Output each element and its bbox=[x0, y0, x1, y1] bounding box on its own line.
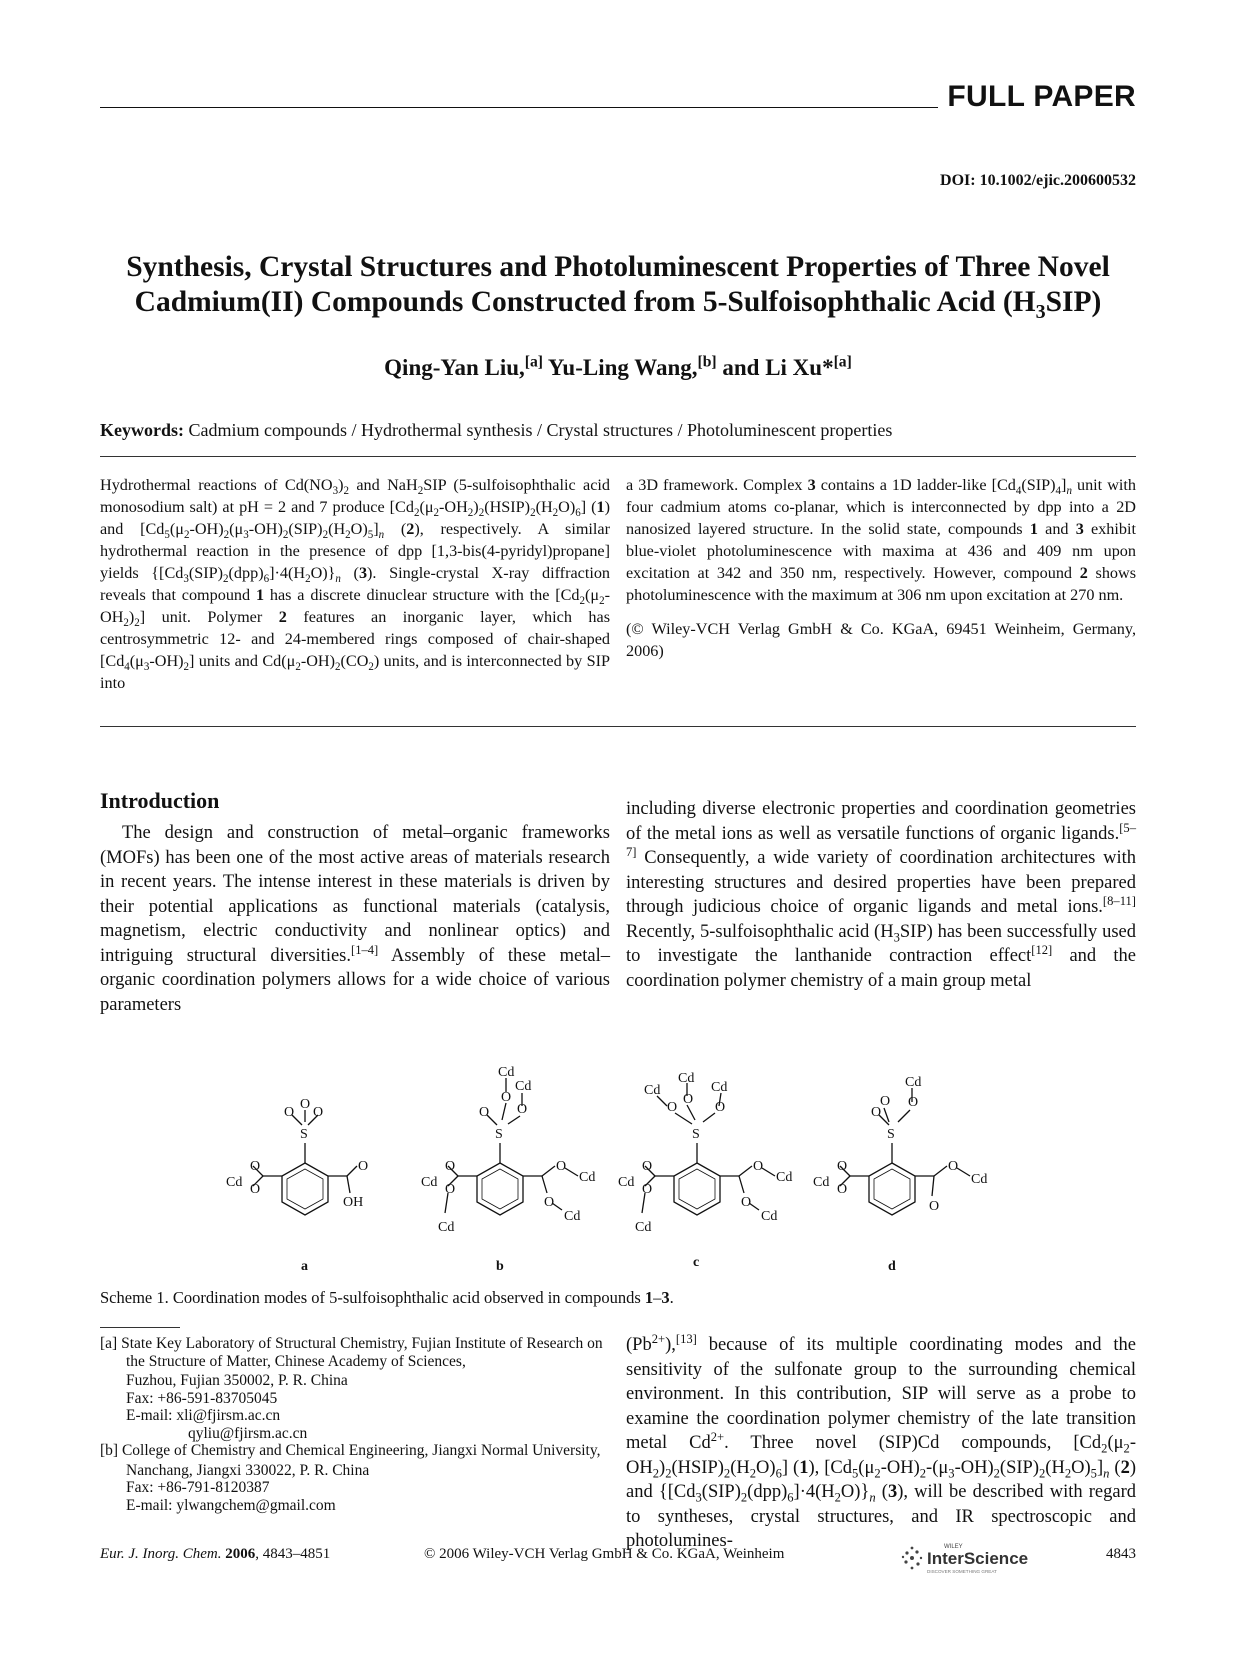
scheme-label: c bbox=[693, 1255, 700, 1270]
atom-cd: Cd bbox=[905, 1075, 922, 1090]
intro-col2-continued: $(Pb^{2+}),[13]$ because of its multiple coordinating modes and the sensitivity of the sulfonate group to the surrounding chemical environment. In this contribution, SIP will serve as a probe to examine the coordination polymer chemistry of the late transition metal $Cd^{2+}$. Three novel (SIP)Cd compounds, $[Cd_2(\mu_2-OH_2)_2(HSIP)_2(H_2O)_6]$ (1), $[Cd_5(\mu_2-OH)_2-(\mu_3-OH)_2(SIP)_2(H_2O)_5]_n$ (2) and $\{[Cd_3(SIP)_2(dpp)_6]\cdot 4(H_2O)\}_n$ (3), will be described with regard to syntheses, crystal structures, and IR spectroscopic and photolumines- bbox=[626, 1331, 1136, 1551]
atom-cd: Cd bbox=[813, 1175, 830, 1190]
authors: Qing-Yan Liu,[a] Yu-Ling Wang,[b] and Li Xu*[a] bbox=[384, 353, 852, 380]
atom-cd: Cd bbox=[635, 1220, 652, 1235]
page-number: 4843 bbox=[1106, 1546, 1136, 1562]
atom-cd: Cd bbox=[515, 1079, 532, 1094]
atom-o: O bbox=[837, 1159, 848, 1174]
atom-o: O bbox=[556, 1159, 567, 1174]
atom-cd: Cd bbox=[761, 1209, 778, 1224]
svg-text:InterScience: InterScience bbox=[927, 1549, 1029, 1568]
atom-cd: Cd bbox=[564, 1209, 581, 1224]
doi: DOI: 10.1002/ejic.200600532 bbox=[940, 172, 1136, 189]
atom-o: O bbox=[517, 1102, 528, 1117]
affiliation-b: [b] College of Chemistry and Chemical Engineering, Jiangxi Normal University, bbox=[100, 1442, 601, 1459]
atom-o: O bbox=[880, 1094, 891, 1109]
scheme-label: d bbox=[888, 1259, 896, 1273]
atom-o: O bbox=[753, 1159, 764, 1174]
atom-o: O bbox=[667, 1100, 678, 1115]
atom-cd: Cd bbox=[711, 1080, 728, 1095]
atom-o: O bbox=[250, 1182, 261, 1197]
atom-cd: Cd bbox=[644, 1083, 661, 1098]
footer-citation: Eur. J. Inorg. Chem. 2006, 4843–4851 bbox=[100, 1546, 331, 1562]
abstract-col1: Hydrothermal reactions of $Cd(NO_3)_2$ and NaH$_2$SIP (5-sulfoisophthalic acid monosodium salt) at pH = 2 and 7 produce $[Cd_2(\mu_2-OH_2)_2(HSIP)_2(H_2O)_6]$ (1) and $[Cd_5(\mu_2-OH)_2(\mu_3-OH)_2(SIP)_2(H_2O)_5]_n$ (2), respectively. A similar hydrothermal reaction in the presence of dpp [1,3-bis(4-pyridyl)propane] yields $\{[Cd_3(SIP)_2(dpp)_6]\cdot 4(H_2O)\}_n$ (3). Single-crystal X-ray diffraction reveals that compound 1 has a discrete dinuclear structure with the $[Cd_2(\mu_2-OH_2)_2]$ unit. Polymer 2 features an inorganic layer, which has centrosymmetric 12- and 24-membered rings composed of chair-shaped $[Cd_4(\mu_3-OH)_2]$ units and $Cd(\mu_2-OH)_2(CO_2)$ units, and is interconnected by SIP into bbox=[100, 476, 611, 692]
atom-s: S bbox=[300, 1127, 308, 1142]
keywords: Keywords: Cadmium compounds / Hydrothermal synthesis / Crystal structures / Photoluminescent properties bbox=[100, 420, 893, 440]
intro-heading: Introduction bbox=[100, 788, 220, 813]
atom-o: O bbox=[544, 1195, 555, 1210]
atom-o: O bbox=[358, 1159, 369, 1174]
atom-cd: Cd bbox=[438, 1220, 455, 1235]
atom-o: O bbox=[948, 1159, 959, 1174]
scheme-label: b bbox=[496, 1259, 504, 1273]
keywords-rule bbox=[100, 456, 1136, 457]
atom-o: O bbox=[642, 1159, 653, 1174]
atom-cd: Cd bbox=[776, 1170, 793, 1185]
atom-cd: Cd bbox=[618, 1175, 635, 1190]
atom-o: O bbox=[741, 1195, 752, 1210]
atom-o: O bbox=[445, 1182, 456, 1197]
atom-s: S bbox=[495, 1127, 503, 1142]
atom-o: O bbox=[300, 1097, 311, 1112]
atom-o: O bbox=[284, 1105, 295, 1120]
atom-cd: Cd bbox=[226, 1175, 243, 1190]
atom-o: O bbox=[479, 1105, 490, 1120]
atom-o: O bbox=[715, 1100, 726, 1115]
footnote-rule bbox=[100, 1327, 180, 1328]
atom-o: O bbox=[445, 1159, 456, 1174]
interscience-logo bbox=[900, 1540, 1050, 1580]
header-rule bbox=[100, 107, 938, 108]
atom-o: O bbox=[871, 1105, 882, 1120]
atom-o: O bbox=[683, 1092, 694, 1107]
atom-o: O bbox=[837, 1182, 848, 1197]
atom-o: O bbox=[929, 1199, 940, 1214]
section-label: FULL PAPER bbox=[947, 80, 1136, 113]
atom-o: O bbox=[313, 1105, 324, 1120]
atom-oh: OH bbox=[343, 1195, 364, 1210]
atom-cd: Cd bbox=[678, 1071, 695, 1086]
affiliations: [a] State Key Laboratory of Structural Chemistry, Fujian Institute of Research on the Structure of Matter, Chinese Academy of Sciences, Fuzhou, Fujian 350002, P. R. China Fax: +86-591-83705045 E-mail: xli@fjirsm.ac.cn qyliu@fjirsm.ac.cn [b] College of Chemistry and Chemical Engineering, Jiangxi Normal University, Nanchang, Jiangxi 330022, P. R. China Fax: +86-791-8120387 E-mail: ylwangchem@gmail.com bbox=[100, 1335, 610, 1514]
svg-text:DISCOVER SOMETHING GREAT: DISCOVER SOMETHING GREAT bbox=[927, 1569, 997, 1574]
scheme-label: a bbox=[301, 1259, 308, 1273]
atom-s: S bbox=[887, 1127, 895, 1142]
affiliation-a: [a] State Key Laboratory of Structural Chemistry, Fujian Institute of Research on the Structure of Matter, Chinese Academy of Sciences, bbox=[100, 1335, 603, 1370]
atom-s: S bbox=[692, 1127, 700, 1142]
scheme-1-figure bbox=[200, 1058, 1036, 1273]
atom-cd: Cd bbox=[971, 1172, 988, 1187]
atom-o: O bbox=[250, 1159, 261, 1174]
atom-o: O bbox=[642, 1182, 653, 1197]
scheme-caption: Scheme 1. Coordination modes of 5-sulfoisophthalic acid observed in compounds 1–3. bbox=[100, 1288, 674, 1307]
abstract-col2: a 3D framework. Complex 3 contains a 1D ladder-like $[Cd_4(SIP)_4]_n$ unit with four cadmium atoms co-planar, which is interconnected by dpp into a 2D nanosized layered structure. In the solid state, compounds 1 and 3 exhibit blue-violet photoluminescence with maxima at 436 and 409 nm upon excitation at 342 and 350 nm, respectively. However, compound 2 shows photoluminescence with the maximum at 306 nm upon excitation at 270 nm. (© Wiley-VCH Verlag GmbH & Co. KGaA, 69451 Weinheim, Germany, 2006) bbox=[626, 476, 1137, 660]
intro-col2: including diverse electronic properties and coordination geometries of the metal ions as well as versatile functions of organic ligands.[5–7] Consequently, a wide variety of coordination architectures with interesting structures and desired properties have been prepared through judicious choice of organic ligands and metal ions.[8–11] Recently, 5-sulfoisophthalic acid $(H_3SIP)$ has been successfully used to investigate the lanthanide contraction effect[12] and the coordination polymer chemistry of a main group metal bbox=[626, 799, 1137, 991]
abstract-rule bbox=[100, 726, 1136, 727]
atom-cd: Cd bbox=[579, 1170, 596, 1185]
atom-o: O bbox=[501, 1090, 512, 1105]
paper-title: Synthesis, Crystal Structures and Photoluminescent Properties of Three Novel Cadmium(II) Compounds Constructed from 5-Sulfoisophthalic Acid $(H_3SIP)$ bbox=[126, 251, 1110, 323]
atom-o: O bbox=[908, 1095, 919, 1110]
intro-col1: The design and construction of metal–organic frameworks (MOFs) has been one of the most active areas of materials research in recent years. The intense interest in these materials is driven by their potential applications as functional materials (catalysis, magnetism, electric conductivity and nonlinear optics) and intriguing structural diversities.[1–4] Assembly of these metal–organic coordination polymers allows for a wide choice of various parameters bbox=[100, 823, 610, 1015]
atom-cd: Cd bbox=[421, 1175, 438, 1190]
footer-copyright: © 2006 Wiley-VCH Verlag GmbH & Co. KGaA, Weinheim bbox=[424, 1546, 785, 1562]
atom-cd: Cd bbox=[498, 1065, 515, 1080]
svg-text:WILEY: WILEY bbox=[944, 1544, 963, 1550]
